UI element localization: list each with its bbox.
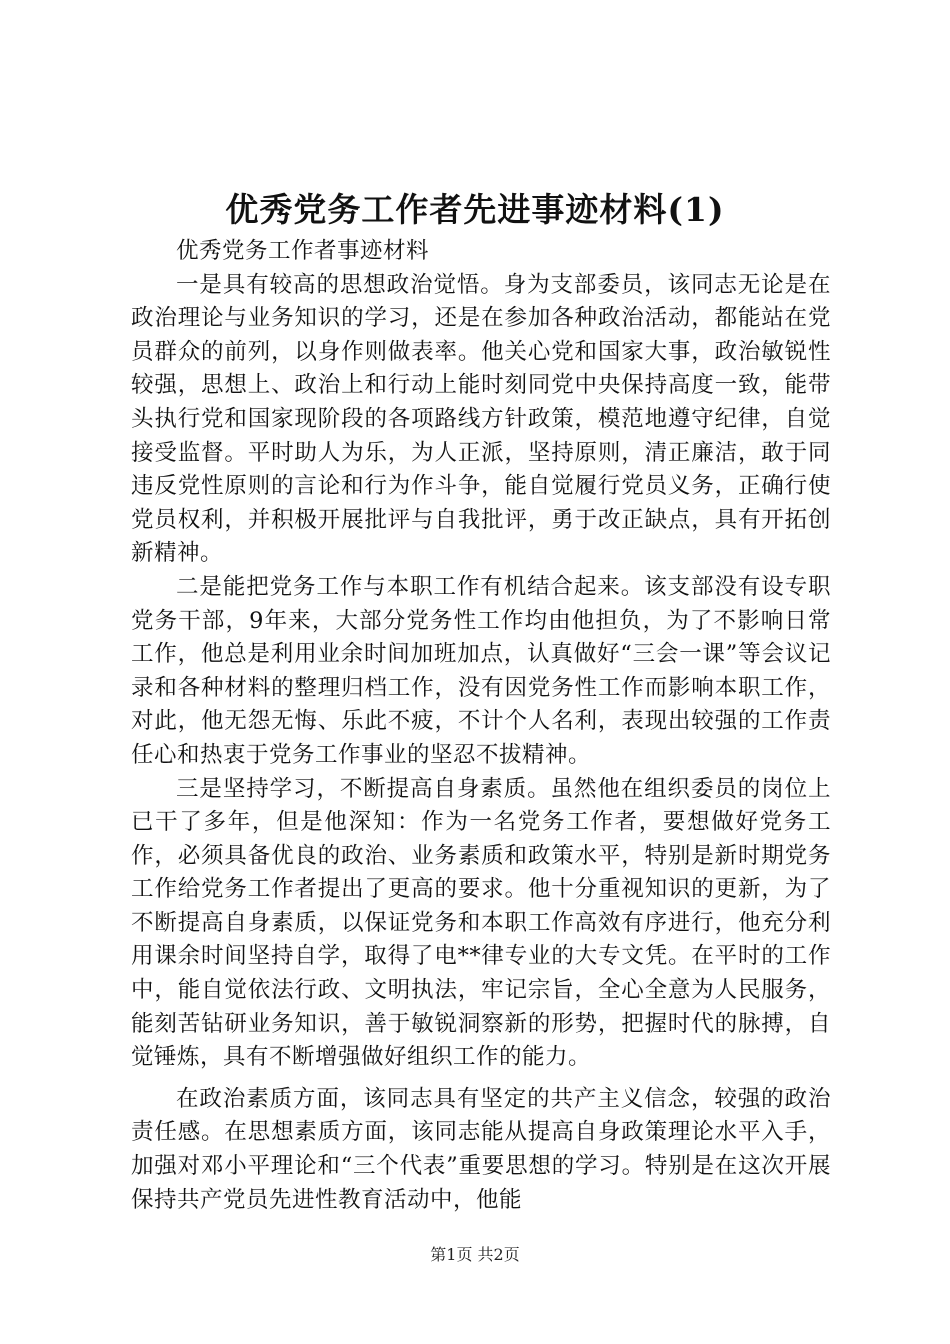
document-title: 优秀党务工作者先进事迹材料(1) (225, 190, 725, 229)
paragraph-2: 二是能把党务工作与本职工作有机结合起来。该支部没有设专职党务干部，9年来，大部分党务性工作均由他担负，为了不影响日常工作，他总是利用业余时间加班加点，认真做好“三会一课”等会议记录和各种材料的整理归档工作，没有因党务性工作而影响本职工作，对此，他无怨无悔、乐此不疲，不计个人名利，表现出较强的工作责任心和热衷于党务工作事业的坚忍不拔精神。 (131, 573, 831, 768)
document-subtitle: 优秀党务工作者事迹材料 (176, 238, 430, 264)
page-number-footer: 第1页 共2页 (430, 1245, 520, 1264)
paragraph-3: 三是坚持学习，不断提高自身素质。虽然他在组织委员的岗位上已干了多年，但是他深知：作为一名党务工作者，要想做好党务工作，必须具备优良的政治、业务素质和政策水平，特别是新时期党务工作给党务工作者提出了更高的要求。他十分重视知识的更新，为了不断提高自身素质，以保证党务和本职工作高效有序进行，他充分利用课余时间坚持自学，取得了电**律专业的大专文凭。在平时的工作中，能自觉依法行政、文明执法，牢记宗旨，全心全意为人民服务，能刻苦钻研业务知识，善于敏锐洞察新的形势，把握时代的脉搏，自觉锤炼，具有不断增强做好组织工作的能力。 (131, 775, 831, 1071)
paragraph-1: 一是具有较高的思想政治觉悟。身为支部委员，该同志无论是在政治理论与业务知识的学习，还是在参加各种政治活动，都能站在党员群众的前列，以身作则做表率。他关心党和国家大事，政治敏锐性较强，思想上、政治上和行动上能时刻同党中央保持高度一致，能带头执行党和国家现阶段的各项路线方针政策，模范地遵守纪律，自觉接受监督。平时助人为乐，为人正派，坚持原则，清正廉洁，敢于同违反党性原则的言论和行为作斗争，能自觉履行党员义务，正确行使党员权利，并积极开展批评与自我批评，勇于改正缺点，具有开拓创新精神。 (131, 271, 831, 567)
paragraph-4: 在政治素质方面，该同志具有坚定的共产主义信念，较强的政治责任感。在思想素质方面，该同志能从提高自身政策理论水平入手，加强对邓小平理论和“三个代表”重要思想的学习。特别是在这次开展保持共产党员先进性教育活动中，他能 (131, 1085, 831, 1213)
document-body (131, 235, 831, 1217)
